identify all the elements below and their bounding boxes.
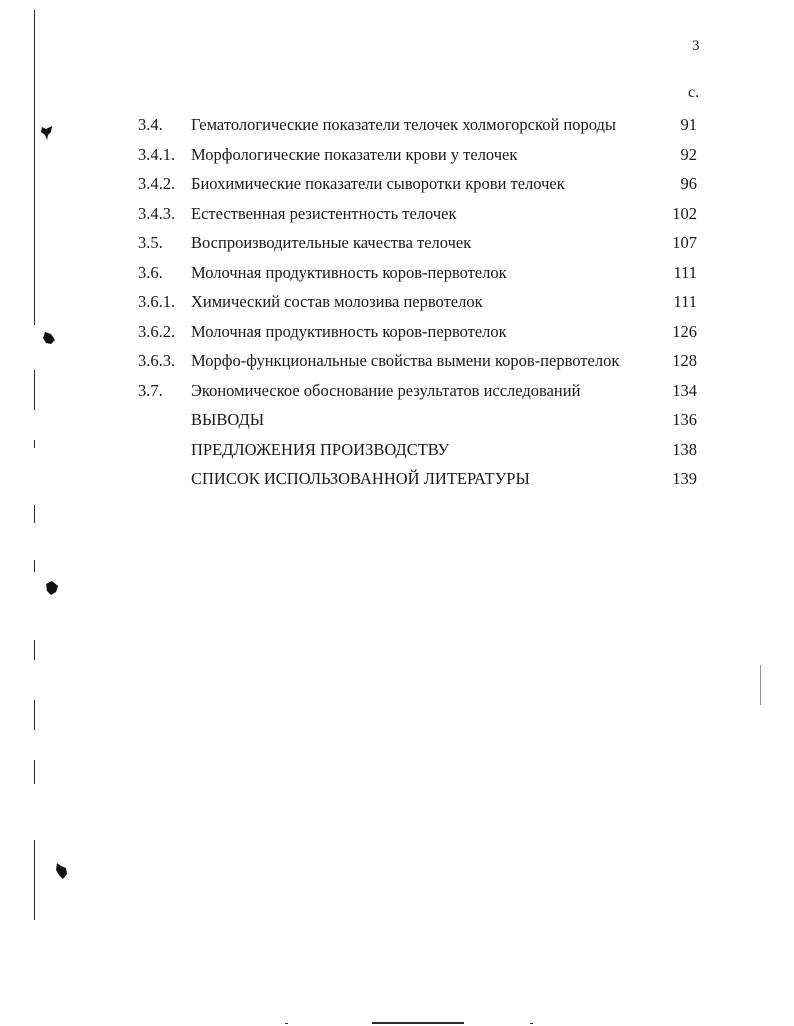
toc-entry	[0, 170, 794, 200]
toc-entry-title: Молочная продуктивность коров-первотелок	[191, 262, 507, 282]
scan-margin-line	[34, 760, 35, 784]
toc-entry-page: 91	[680, 115, 697, 134]
scan-margin-line	[34, 505, 35, 523]
toc-entry-page: 136	[672, 410, 697, 429]
toc-entry-page: 128	[672, 351, 697, 370]
scan-margin-line	[34, 840, 35, 920]
scan-bottom-line	[372, 1022, 464, 1024]
scan-margin-line	[34, 700, 35, 730]
toc-entry-page: 102	[672, 203, 697, 223]
toc-entry-page: 134	[672, 380, 697, 400]
toc-entry	[0, 318, 794, 348]
toc-entry-title: Химический состав молозива первотелок	[191, 292, 483, 311]
toc-entry-number: 3.7.	[138, 380, 163, 400]
toc-entry	[0, 200, 794, 230]
punch-hole-blot	[55, 862, 68, 880]
toc-entry-title: Экономическое обоснование результатов исследований	[191, 380, 581, 400]
table-of-contents	[0, 111, 794, 495]
toc-entry-number: 3.6.3.	[138, 351, 176, 370]
toc-entry-page: 111	[673, 262, 697, 282]
toc-entry-title: ПРЕДЛОЖЕНИЯ ПРОИЗВОДСТВУ	[191, 439, 450, 459]
toc-entry	[0, 406, 794, 436]
punch-hole-blot	[44, 580, 60, 596]
toc-entry	[0, 229, 794, 259]
toc-entry-title: Морфо-функциональные свойства вымени коров-первотелок	[191, 351, 620, 370]
toc-entry-number: 3.6.2.	[138, 321, 176, 341]
toc-entry-title: Молочная продуктивность коров-первотелок	[191, 321, 507, 341]
toc-entry	[0, 259, 794, 289]
toc-entry-number: 3.4.2.	[138, 174, 176, 193]
toc-entry-page: 96	[680, 174, 697, 193]
toc-entry-title: Морфологические показатели крови у телочек	[191, 144, 518, 164]
toc-entry-title: Гематологические показатели телочек холмогорской породы	[191, 115, 616, 134]
toc-entry-page: 107	[672, 233, 697, 252]
toc-entry	[0, 465, 794, 495]
toc-entry	[0, 347, 794, 377]
toc-entry-page: 139	[672, 469, 697, 488]
scan-bottom-line	[530, 1023, 533, 1024]
toc-entry-page: 111	[673, 292, 697, 311]
toc-entry-title: Биохимические показатели сыворотки крови телочек	[191, 174, 565, 193]
toc-entry-number: 3.4.	[138, 115, 163, 134]
toc-entry-title: ВЫВОДЫ	[191, 410, 265, 429]
toc-entry	[0, 377, 794, 407]
page-number: 3	[692, 38, 700, 54]
toc-entry	[0, 436, 794, 466]
toc-entry	[0, 111, 794, 141]
toc-entry-title: Воспроизводительные качества телочек	[191, 233, 472, 252]
toc-entry-number: 3.6.1.	[138, 292, 176, 311]
toc-entry-number: 3.4.3.	[138, 203, 176, 223]
toc-entry-title: Естественная резистентность телочек	[191, 203, 457, 223]
toc-entry-number: 3.5.	[138, 233, 163, 252]
toc-entry	[0, 288, 794, 318]
toc-entry-number: 3.6.	[138, 262, 163, 282]
toc-entry-page: 126	[672, 321, 697, 341]
toc-entry-page: 138	[672, 439, 697, 459]
pages-column-header: с.	[688, 84, 700, 101]
toc-entry	[0, 141, 794, 171]
toc-entry-page: 92	[680, 144, 697, 164]
scan-bottom-line	[285, 1023, 288, 1024]
toc-entry-number: 3.4.1.	[138, 144, 176, 164]
scan-margin-line	[34, 560, 35, 572]
scan-right-mark	[760, 665, 761, 705]
toc-entry-title: СПИСОК ИСПОЛЬЗОВАННОЙ ЛИТЕРАТУРЫ	[191, 469, 530, 488]
scan-margin-line	[34, 640, 35, 660]
